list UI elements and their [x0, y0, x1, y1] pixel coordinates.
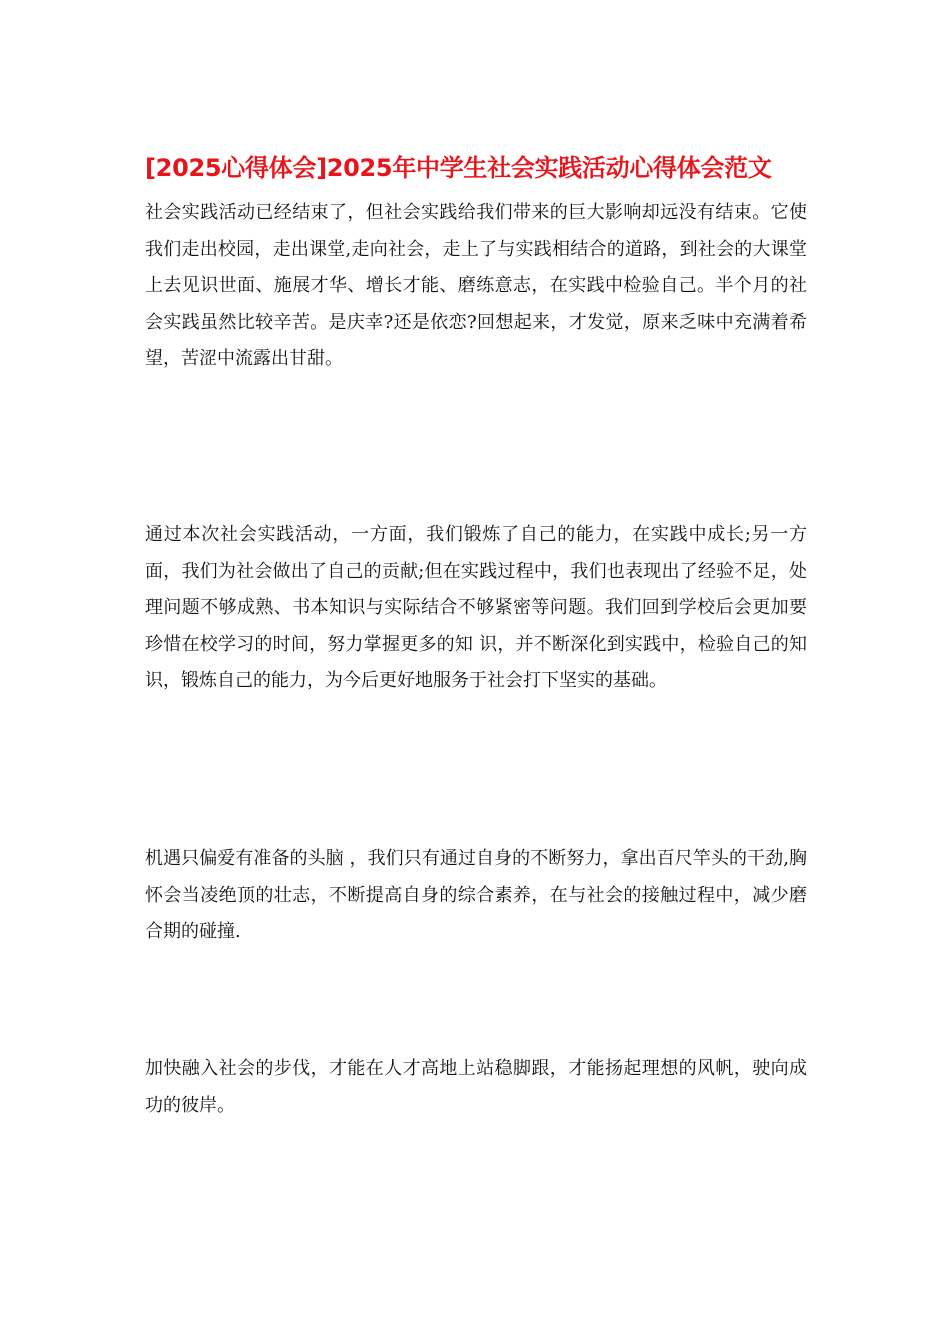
paragraph-3: 机遇只偏爱有准备的头脑 ，我们只有通过自身的不断努力，拿出百尺竿头的干劲,胸怀会当凌绝顶的壮志，不断提高自身的综合素养，在与社会的接触过程中，减少磨合期的碰撞.	[145, 848, 807, 942]
paragraph-1: 社会实践活动已经结束了，但社会实践给我们带来的巨大影响却远没有结束。它使我们走出校园，走出课堂,走向社会，走上了与实践相结合的道路，到社会的大课堂上去见识世面、施展才华、增长才能、磨练意志，在实践中检验自己。半个月的社会实践虽然比较辛苦。是庆幸?还是依恋?回想起来，才发觉，原来乏味中充满着希望，苦涩中流露出甘甜。	[145, 202, 807, 369]
paragraph-2: 通过本次社会实践活动，一方面，我们锻炼了自己的能力，在实践中成长;另一方面，我们为社会做出了自己的贡献;但在实践过程中，我们也表现出了经验不足，处理问题不够成熟、书本知识与实际结合不够紧密等问题。我们回到学校后会更加要珍惜在校学习的时间，努力掌握更多的知 识，并不断深化到实践中，检验自己的知识，锻炼自己的能力，为今后更好地服务于社会打下坚实的基础。	[145, 524, 807, 691]
paragraph-4: 加快融入社会的步伐，才能在人才高地上站稳脚跟，才能扬起理想的风帆，驶向成功的彼岸。	[145, 1058, 807, 1116]
document-title: [2025心得体会]2025年中学生社会实践活动心得体会范文	[145, 154, 772, 182]
